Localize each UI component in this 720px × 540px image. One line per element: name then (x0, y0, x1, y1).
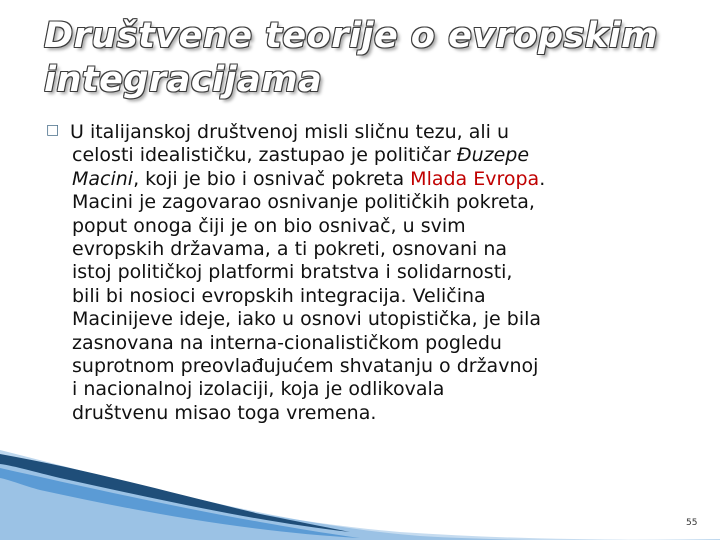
text-line: i nacionalnoj izolaciji, koja je odlikovala (72, 378, 445, 401)
title-line: Društvene teorije o evropskim (44, 16, 659, 56)
text-line: društvenu misao toga vremena. (72, 401, 377, 424)
slide-title (44, 14, 684, 102)
text-line (46, 144, 686, 167)
page-number: 55 (686, 518, 698, 528)
text-line: bili bi nosioci evropskih integracija. Veličina (72, 284, 486, 307)
text-line: Macinijeve ideje, iako u osnovi utopistička, je bila (72, 308, 542, 331)
text-line: evropskih državama, a ti pokreti, osnovani na (72, 238, 508, 261)
text-line (46, 168, 686, 191)
text-line: poput onoga čiji je on bio osnivač, u svim (72, 214, 466, 237)
person-name-italic: Macini (72, 167, 134, 190)
text-segment: , koji je bio i osnivač pokreta (133, 167, 411, 190)
text-line: zasnovana na interna-cionalističkom pogledu (72, 331, 502, 354)
text-line: suprotnom preovlađujućem shvatanju o državnoj (72, 355, 539, 378)
person-name-italic: Đuzepe (456, 144, 530, 167)
text-line: U italijanskoj društvenoj misli sličnu tezu, ali u (70, 121, 510, 143)
title-line: integracijama (44, 60, 323, 100)
text-line: istoj političkoj platformi bratstva i solidarnosti, (72, 261, 513, 284)
bullet-paragraph (46, 121, 686, 425)
movement-name-highlight: Mlada Evropa (410, 167, 540, 190)
text-segment: . (539, 167, 546, 190)
text-segment: celosti idealističku, zastupao je političar (72, 144, 457, 167)
bullet-square-icon: □ (46, 122, 60, 138)
text-line: Macini je zagovarao osnivanje političkih pokreta, (72, 191, 535, 214)
decorative-wave (0, 440, 720, 540)
